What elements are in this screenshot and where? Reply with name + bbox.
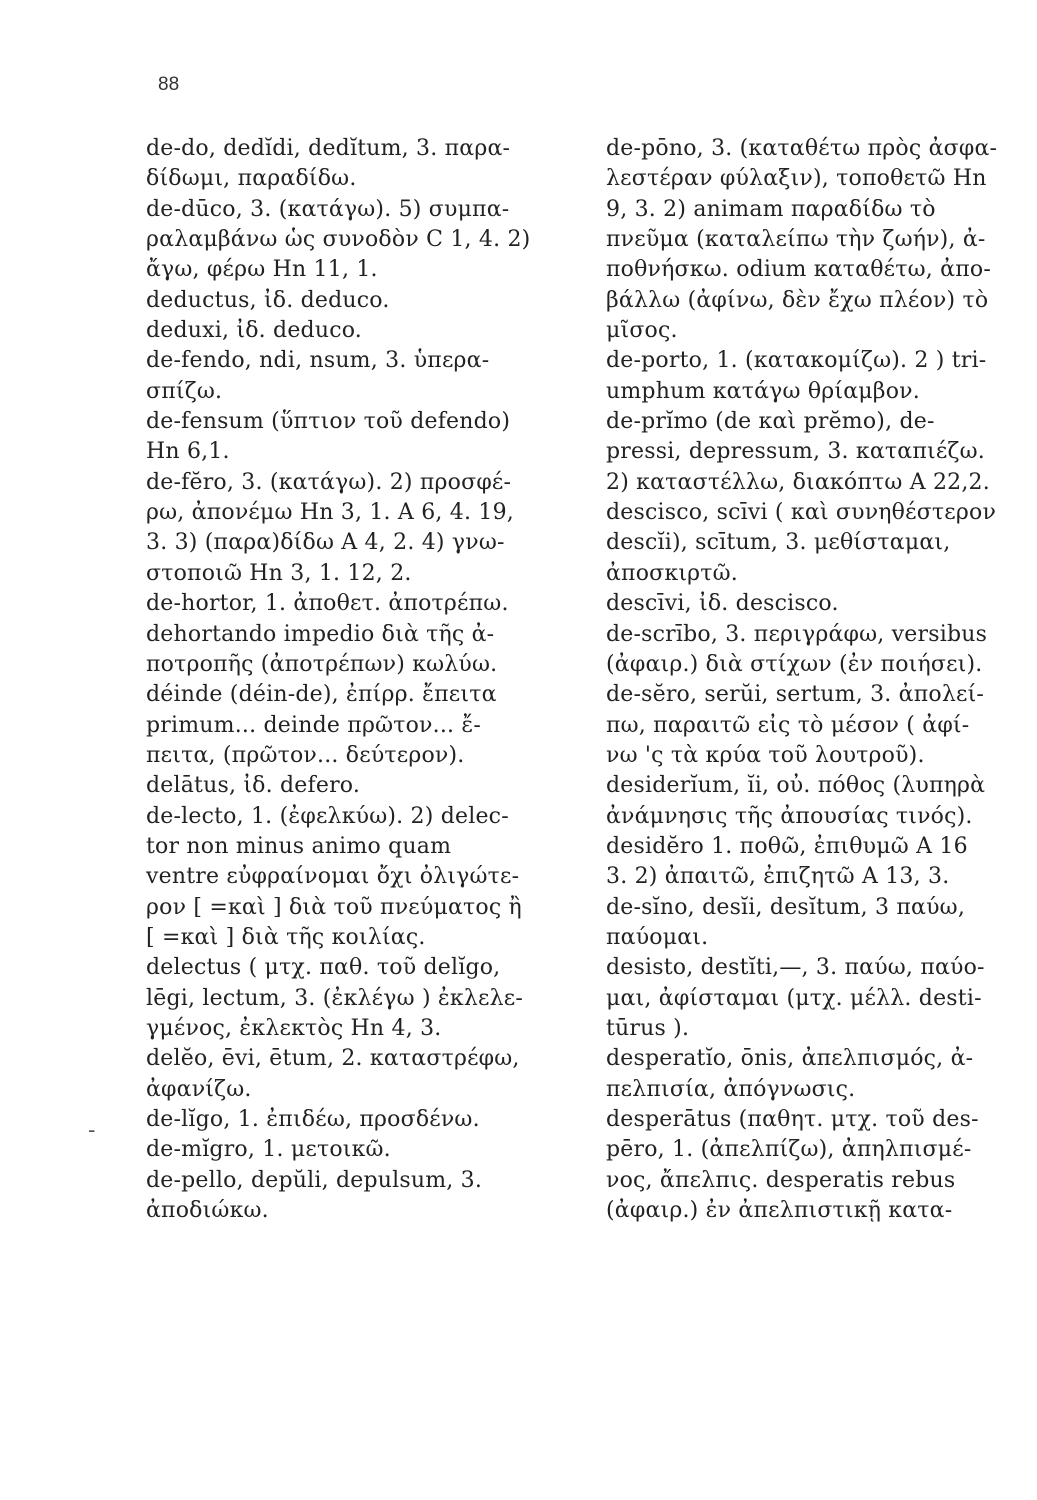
- entry-line: delĕo, ēvi, ētum, 2. καταστρέφω,: [146, 1046, 520, 1072]
- page-number: 88: [158, 74, 180, 95]
- entry-line: σπίζω.: [146, 378, 223, 404]
- entry-line: βάλλω (ἀφίνω, δὲν ἔχω πλέον) τὸ: [606, 287, 989, 313]
- entry-line: desidĕro 1. ποθῶ, ἐπιθυμῶ A 16: [606, 833, 968, 859]
- entry-line: στοποιῶ Hn 3, 1. 12, 2.: [146, 560, 412, 586]
- entry-line: tūrus ).: [606, 1015, 690, 1041]
- entry-line: Hn 6,1.: [146, 439, 230, 465]
- entry-line: de-fensum (ὕπτιον τοῦ defendo): [146, 409, 511, 435]
- entry-line: desperātus (παθητ. μτχ. τοῦ des-: [606, 1107, 979, 1132]
- entry-line: μαι, ἀφίσταμαι (μτχ. μέλλ. desti-: [606, 985, 982, 1011]
- entry-line: ἄγω, φέρω Hn 11, 1.: [146, 257, 378, 283]
- entry-line: de-hortor, 1. ἀποθετ. ἀποτρέπω.: [146, 591, 509, 617]
- entry-line: ἀποδιώκω.: [146, 1198, 269, 1224]
- entry-line: 9, 3. 2) animam παραδίδω τὸ: [606, 196, 936, 222]
- entry-line: delectus ( μτχ. παθ. τοῦ delĭgo,: [146, 955, 501, 981]
- entry-line: (ἀφαιρ.) διὰ στίχων (ἐν ποιήσει).: [606, 651, 983, 677]
- entry-line: δίδωμι, παραδίδω.: [146, 166, 357, 192]
- entry-line: de-mĭgro, 1. μετοικῶ.: [146, 1137, 391, 1163]
- entry-line: dehortando impedio διὰ τῆς ἀ-: [146, 621, 495, 647]
- entry-line: de-lecto, 1. (ἐφελκύω). 2) delec-: [146, 803, 509, 829]
- entry-line: (ἀφαιρ.) ἐν ἀπελπιστικῇ κατα-: [606, 1198, 953, 1224]
- entry-line: de-sĕro, serŭi, sertum, 3. ἀπολεί-: [606, 682, 985, 708]
- entry-line: de-sĭno, desĭi, desĭtum, 3 παύω,: [606, 894, 966, 920]
- entry-line: ἀποσκιρτῶ.: [606, 560, 738, 586]
- entry-line: de-do, dedĭdi, dedĭtum, 3. παρα-: [146, 136, 511, 161]
- entry-line: νω 'ς τὰ κρύα τοῦ λουτροῦ).: [606, 742, 925, 768]
- entry-line: ἀνάμνησις τῆς ἀπουσίας τινός).: [606, 803, 973, 829]
- entry-line: 3. 3) (παρα)δίδω A 4, 2. 4) γνω-: [146, 530, 505, 556]
- entry-line: νος, ἄπελπις. desperatis rebus: [606, 1167, 956, 1193]
- entry-line: ἀφανίζω.: [146, 1076, 252, 1102]
- entry-line: pressi, depressum, 3. καταπιέζω.: [606, 439, 985, 465]
- entry-line: ρω, ἀπονέμω Hn 3, 1. A 6, 4. 19,: [146, 500, 514, 526]
- entry-line: ποτροπῆς (ἀποτρέπων) κωλύω.: [146, 651, 498, 677]
- entry-line: [ =καὶ ] διὰ τῆς κοιλίας.: [146, 924, 426, 950]
- entry-line: de-scrībo, 3. περιγράφω, versibus: [606, 621, 988, 647]
- right-column: [606, 134, 1037, 1434]
- margin-mark: -: [88, 1118, 96, 1143]
- entry-line: de-fendo, ndi, nsum, 3. ὑπερα-: [146, 348, 490, 374]
- entry-line: lēgi, lectum, 3. (ἐκλέγω ) ἐκλελε-: [146, 985, 523, 1011]
- entry-line: deduxi, ἰδ. deduco.: [146, 318, 362, 344]
- entry-line: déinde (déin-de), ἐπίρρ. ἔπειτα: [146, 682, 497, 708]
- entry-line: 2) καταστέλλω, διακόπτω A 22,2.: [606, 469, 990, 495]
- entry-line: de-prĭmo (de καὶ prĕmo), de-: [606, 409, 935, 435]
- entry-line: λεστέραν φύλαξιν), τοποθετῶ Hn: [606, 166, 987, 192]
- entry-line: desiderĭum, ĭi, οὐ. πόθος (λυπηρὰ: [606, 773, 986, 799]
- entry-line: γμένος, ἐκλεκτὸς Hn 4, 3.: [146, 1015, 442, 1041]
- entry-line: de-porto, 1. (κατακομίζω). 2 ) tri-: [606, 348, 987, 374]
- entry-line: desperatĭo, ōnis, ἀπελπισμός, ἀ-: [606, 1046, 974, 1072]
- entry-line: πειτα, (πρῶτον... δεύτερον).: [146, 742, 465, 768]
- entry-line: ventre εὐφραίνομαι ὄχι ὀλιγώτε-: [146, 864, 520, 890]
- entry-line: primum... deinde πρῶτον... ἔ-: [146, 712, 482, 738]
- entry-line: delātus, ἰδ. defero.: [146, 773, 361, 799]
- entry-line: παύομαι.: [606, 924, 709, 950]
- entry-line: 3. 2) ἀπαιτῶ, ἐπιζητῶ A 13, 3.: [606, 864, 950, 890]
- entry-line: deductus, ἰδ. deduco.: [146, 287, 390, 313]
- entry-line: de-pōno, 3. (καταθέτω πρὸς ἀσφα-: [606, 136, 998, 161]
- entry-line: πελπισία, ἀπόγνωσις.: [606, 1076, 856, 1102]
- entry-line: pēro, 1. (ἀπελπίζω), ἀπηλπισμέ-: [606, 1137, 972, 1163]
- left-column: [146, 134, 578, 1434]
- entry-line: desisto, destĭti,—, 3. παύω, παύο-: [606, 955, 985, 981]
- entry-line: descisco, scīvi ( καὶ συνηθέστερον: [606, 500, 997, 526]
- entry-line: tor non minus animo quam: [146, 833, 452, 859]
- entry-line: ραλαμβάνω ὡς συνοδὸν C 1, 4. 2): [146, 227, 531, 253]
- entry-line: ποθνήσκω. odium καταθέτω, ἀπο-: [606, 257, 991, 283]
- entry-line: de-fĕro, 3. (κατάγω). 2) προσφέ-: [146, 469, 512, 495]
- entry-line: πνεῦμα (καταλείπω τὴν ζωήν), ἀ-: [606, 227, 986, 253]
- entry-line: ρον [ =καὶ ] διὰ τοῦ πνεύματος ἢ: [146, 894, 522, 920]
- entry-line: descīvi, ἰδ. descisco.: [606, 591, 839, 617]
- entry-line: de-dūco, 3. (κατάγω). 5) συμπα-: [146, 196, 510, 222]
- entry-line: μῖσος.: [606, 318, 678, 344]
- entry-line: descĭi), scītum, 3. μεθίσταμαι,: [606, 530, 951, 556]
- entry-line: de-pello, depŭli, depulsum, 3.: [146, 1167, 483, 1193]
- entry-line: umphum κατάγω θρίαμβον.: [606, 378, 920, 404]
- entry-line: πω, παραιτῶ εἰς τὸ μέσον ( ἀφί-: [606, 712, 970, 738]
- entry-line: de-lĭgo, 1. ἐπιδέω, προσδένω.: [146, 1107, 480, 1132]
